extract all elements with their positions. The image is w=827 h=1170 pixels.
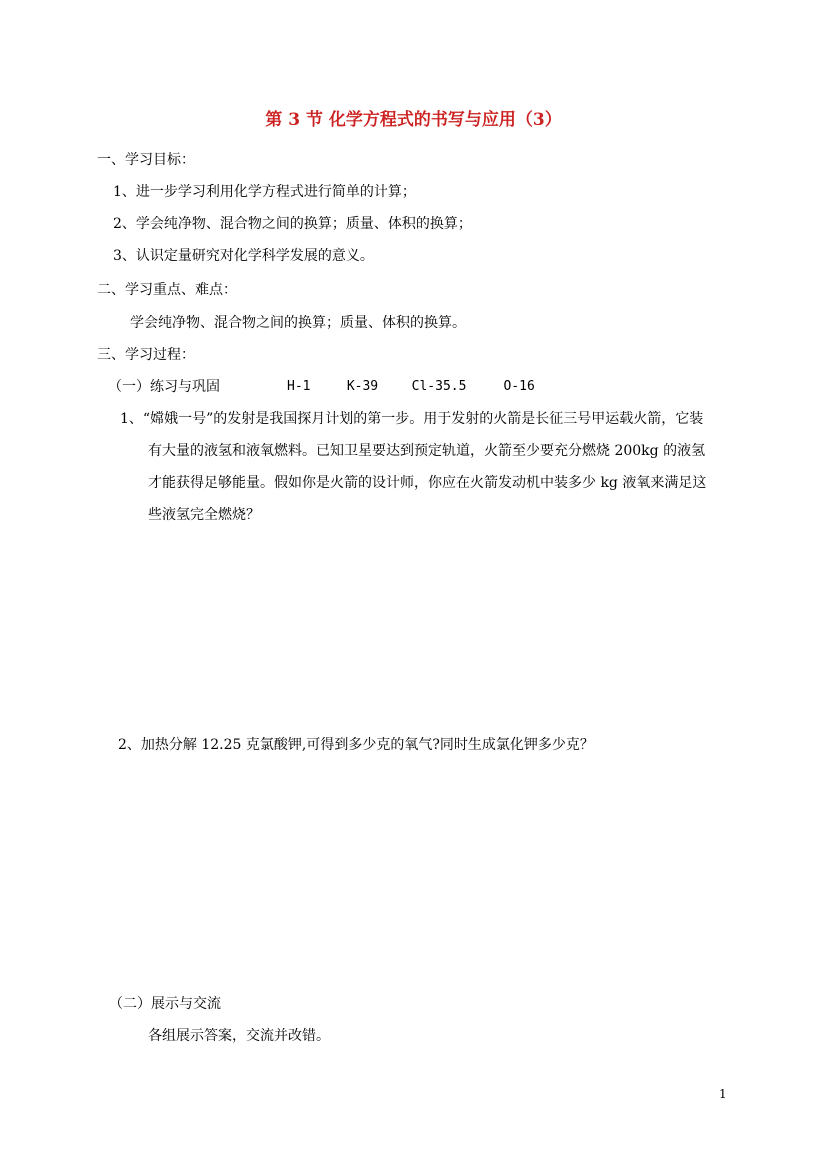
atomic-mass-h: H-1 [287, 379, 311, 394]
objective-item-3: 3、认识定量研究对化学科学发展的意义。 [113, 248, 374, 264]
question-1-line-4: 些液氢完全燃烧？ [148, 507, 260, 523]
key-points-text: 学会纯净物、混合物之间的换算；质量、体积的换算。 [130, 315, 466, 331]
question-1-line-1: 1、“嫦娥一号”的发射是我国探月计划的第一步。用于发射的火箭是长征三号甲运载火箭，它装 [120, 411, 704, 427]
exchange-text: 各组展示答案，交流并改错。 [148, 1028, 330, 1044]
section2-heading: 二、学习重点、难点： [97, 282, 237, 298]
practice-heading: （一）练习与巩固 [108, 379, 220, 395]
section1-heading: 一、学习目标： [97, 152, 195, 168]
question-1-line-3: 才能获得足够能量。假如你是火箭的设计师，你应在火箭发动机中装多少 kg 液氧来满足这 [148, 475, 707, 491]
question-2: 2、加热分解 12.25 克氯酸钾,可得到多少克的氧气?同时生成氯化钾多少克？ [118, 737, 594, 753]
atomic-mass-k: K-39 [346, 379, 379, 394]
question-1-line-2: 有大量的液氢和液氧燃料。已知卫星要达到预定轨道，火箭至少要充分燃烧 200kg 的液氢 [148, 443, 706, 459]
atomic-mass-o: O-16 [503, 379, 535, 394]
objective-item-2: 2、学会纯净物、混合物之间的换算；质量、体积的换算； [113, 216, 472, 232]
page-number: 1 [719, 1087, 727, 1101]
section3-heading: 三、学习过程： [97, 347, 195, 363]
atomic-mass-cl: Cl-35.5 [411, 379, 467, 394]
page-title: 第 3 节 化学方程式的书写与应用（3） [265, 110, 562, 130]
atomic-masses [287, 377, 535, 397]
objective-item-1: 1、进一步学习利用化学方程式进行简单的计算； [113, 184, 416, 200]
exchange-heading: （二）展示与交流 [109, 996, 221, 1012]
